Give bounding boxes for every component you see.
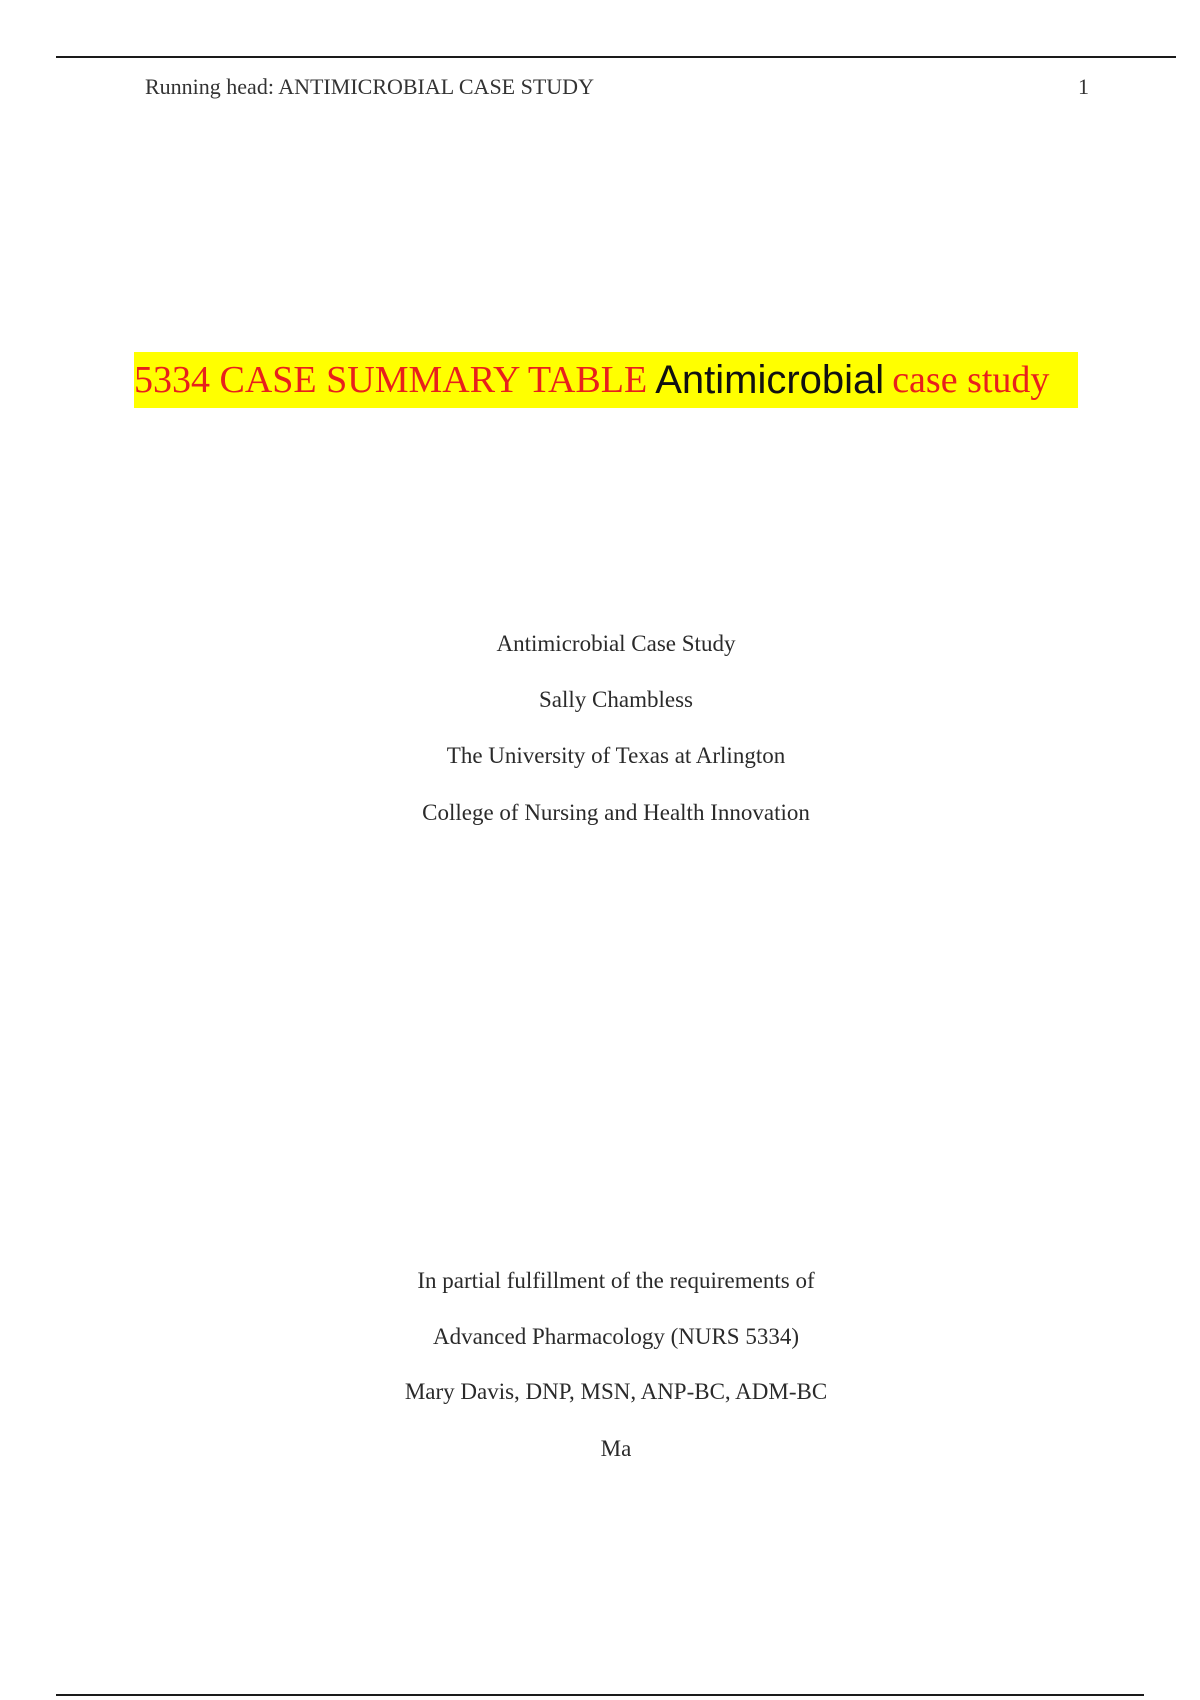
author-name: Sally Chambless [539, 687, 693, 712]
fulfillment-statement: In partial fulfillment of the requirements of [417, 1268, 815, 1293]
running-head: Running head: ANTIMICROBIAL CASE STUDY [145, 74, 594, 99]
course-name: Advanced Pharmacology (NURS 5334) [432, 1324, 799, 1349]
bottom-rule [56, 1694, 1144, 1696]
page-number: 1 [1078, 74, 1089, 99]
university-name: The University of Texas at Arlington [446, 743, 786, 768]
college-name: College of Nursing and Health Innovation [422, 800, 810, 825]
top-rule [56, 56, 1176, 58]
banner-case-study: case study [892, 359, 1050, 401]
paper-title: Antimicrobial Case Study [496, 631, 736, 656]
banner-topic: Antimicrobial [655, 357, 885, 402]
truncated-line: Ma [600, 1436, 632, 1461]
instructor-name: Mary Davis, DNP, MSN, ANP-BC, ADM-BC [404, 1379, 828, 1404]
highlighted-banner [134, 352, 1078, 408]
banner-course-label: 5334 CASE SUMMARY TABLE [134, 359, 648, 401]
